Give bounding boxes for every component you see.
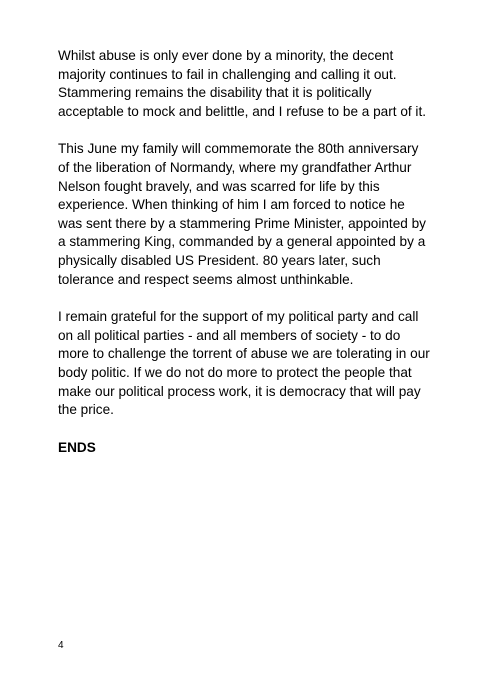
paragraph-call-to-action xyxy=(58,308,430,420)
text-line: Stammering remains the disability that it is politically xyxy=(58,85,372,101)
text-line: body politic. If we do not do more to protect the people that xyxy=(58,364,412,380)
text-line: more to challenge the torrent of abuse we are tolerating in our xyxy=(58,346,430,362)
text-line: on all political parties - and all members of society - to do xyxy=(58,327,401,343)
text-line: tolerance and respect seems almost unthinkable. xyxy=(58,271,354,287)
text-line: a stammering King, commanded by a general appointed by a xyxy=(58,234,426,250)
text-line: the price. xyxy=(58,402,114,418)
text-line: This June my family will commemorate the 80th anniversary xyxy=(58,141,419,157)
text-line: make our political process work, it is democracy that will pay xyxy=(58,383,421,399)
text-line: experience. When thinking of him I am forced to notice he xyxy=(58,197,405,213)
page-number: 4 xyxy=(58,640,64,651)
paragraph-stammering-abuse xyxy=(58,47,430,121)
text-line: Whilst abuse is only ever done by a minority, the decent xyxy=(58,48,394,63)
document-body xyxy=(58,47,430,457)
text-line: physically disabled US President. 80 years later, such xyxy=(58,252,381,268)
text-line: of the liberation of Normandy, where my grandfather Arthur xyxy=(58,159,412,175)
text-line: majority continues to fail in challenging and calling it out. xyxy=(58,66,397,82)
text-line: I remain grateful for the support of my political party and call xyxy=(58,309,419,325)
paragraph-normandy-anniversary xyxy=(58,140,430,289)
text-line: was sent there by a stammering Prime Minister, appointed by xyxy=(58,215,426,231)
text-line: acceptable to mock and belittle, and I refuse to be a part of it. xyxy=(58,103,427,119)
closing-marker: ENDS xyxy=(58,439,96,455)
text-line: Nelson fought bravely, and was scarred for life by this xyxy=(58,178,380,194)
